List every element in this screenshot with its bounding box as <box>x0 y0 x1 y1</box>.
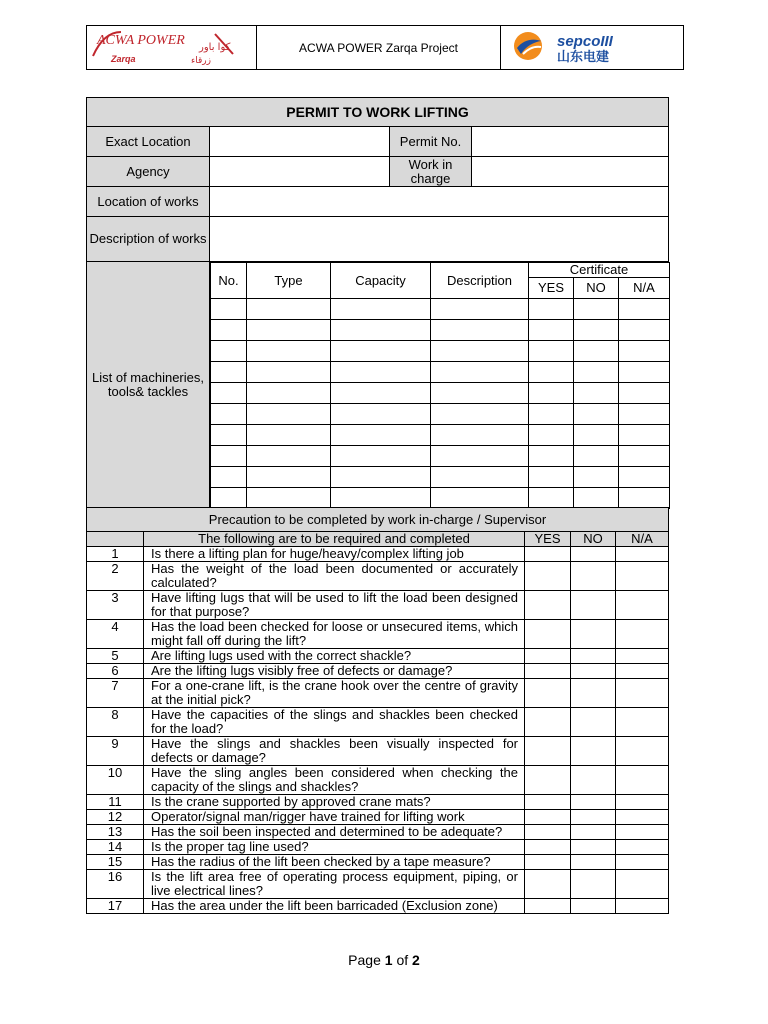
machinery-cell-no-opt[interactable] <box>574 425 619 446</box>
machinery-cell-yes[interactable] <box>529 488 574 509</box>
machinery-cell-no[interactable] <box>211 467 247 488</box>
machinery-cell-type[interactable] <box>247 446 331 467</box>
machinery-cell-capacity[interactable] <box>331 404 431 425</box>
precaution-check-no[interactable] <box>571 855 616 870</box>
machinery-cell-na[interactable] <box>619 341 670 362</box>
precaution-check-yes[interactable] <box>525 591 571 620</box>
precaution-check-na[interactable] <box>616 664 669 679</box>
precaution-number: 10 <box>87 766 144 795</box>
precaution-row <box>87 737 669 766</box>
acwa-sub-en: Zarqa <box>111 54 136 64</box>
permit-no-label: Permit No. <box>390 127 472 157</box>
machinery-cell-na[interactable] <box>619 425 670 446</box>
col-cert-na: N/A <box>619 278 670 299</box>
agency-label: Agency <box>87 157 210 187</box>
machinery-cell-yes[interactable] <box>529 467 574 488</box>
machinery-cell-no-opt[interactable] <box>574 299 619 320</box>
machinery-cell-type[interactable] <box>247 425 331 446</box>
precaution-question: Operator/signal man/rigger have trained for lifting work <box>144 810 525 825</box>
machinery-cell-yes[interactable] <box>529 299 574 320</box>
machinery-row <box>211 425 670 446</box>
precaution-row <box>87 620 669 649</box>
machinery-cell-capacity[interactable] <box>331 446 431 467</box>
machinery-cell-yes[interactable] <box>529 383 574 404</box>
precaution-no-header: NO <box>571 532 616 547</box>
page-total: 2 <box>412 952 420 968</box>
machinery-cell-description[interactable] <box>431 299 529 320</box>
precaution-number: 3 <box>87 591 144 620</box>
precaution-question: Have lifting lugs that will be used to lift the load been designed for that purpose? <box>144 591 525 620</box>
project-title: ACWA POWER Zarqa Project <box>257 26 501 70</box>
machinery-row <box>211 404 670 425</box>
precaution-check-na[interactable] <box>616 899 669 914</box>
machinery-cell-no-opt[interactable] <box>574 488 619 509</box>
machinery-cell-description[interactable] <box>431 320 529 341</box>
machinery-cell-no[interactable] <box>211 320 247 341</box>
machinery-cell-description[interactable] <box>431 341 529 362</box>
precaution-title: Precaution to be completed by work in-charge / Supervisor <box>87 508 669 532</box>
machinery-cell-yes[interactable] <box>529 362 574 383</box>
machinery-cell-yes[interactable] <box>529 320 574 341</box>
machinery-cell-no[interactable] <box>211 425 247 446</box>
machinery-table <box>210 262 670 509</box>
machinery-cell-description[interactable] <box>431 446 529 467</box>
precaution-number: 8 <box>87 708 144 737</box>
col-cert-no: NO <box>574 278 619 299</box>
machinery-cell-yes[interactable] <box>529 341 574 362</box>
precaution-check-no[interactable] <box>571 649 616 664</box>
precaution-check-na[interactable] <box>616 840 669 855</box>
precaution-question: Has the soil been inspected and determined to be adequate? <box>144 825 525 840</box>
precaution-check-na[interactable] <box>616 649 669 664</box>
machinery-cell-no[interactable] <box>211 341 247 362</box>
precaution-question: Have the capacities of the slings and shackles been checked for the load? <box>144 708 525 737</box>
precaution-question: Have the sling angles been considered when checking the capacity of the slings and shackles? <box>144 766 525 795</box>
col-certificate: Certificate <box>529 263 670 278</box>
precaution-row <box>87 766 669 795</box>
machinery-row <box>211 362 670 383</box>
precaution-row <box>87 649 669 664</box>
precaution-check-no[interactable] <box>571 708 616 737</box>
work-in-charge-field[interactable] <box>472 157 669 187</box>
description-of-works-field[interactable] <box>210 217 669 262</box>
precaution-check-no[interactable] <box>571 547 616 562</box>
precaution-check-no[interactable] <box>571 766 616 795</box>
precaution-number: 7 <box>87 679 144 708</box>
precaution-check-no[interactable] <box>571 810 616 825</box>
precaution-check-na[interactable] <box>616 737 669 766</box>
precaution-check-no[interactable] <box>571 620 616 649</box>
precaution-number: 13 <box>87 825 144 840</box>
precaution-check-no[interactable] <box>571 679 616 708</box>
precaution-number: 15 <box>87 855 144 870</box>
acwa-brand-text: ACWA POWER <box>97 33 185 48</box>
machinery-row <box>211 320 670 341</box>
agency-field[interactable] <box>210 157 390 187</box>
precaution-check-no[interactable] <box>571 899 616 914</box>
precaution-number: 11 <box>87 795 144 810</box>
precaution-check-na[interactable] <box>616 795 669 810</box>
precaution-row <box>87 708 669 737</box>
precaution-check-na[interactable] <box>616 679 669 708</box>
precaution-check-yes[interactable] <box>525 825 571 840</box>
precaution-subtitle: The following are to be required and completed <box>144 532 525 547</box>
machinery-cell-no[interactable] <box>211 488 247 509</box>
machinery-cell-no-opt[interactable] <box>574 341 619 362</box>
machinery-cell-description[interactable] <box>431 488 529 509</box>
precaution-check-yes[interactable] <box>525 737 571 766</box>
precaution-check-no[interactable] <box>571 825 616 840</box>
machinery-cell-type[interactable] <box>247 341 331 362</box>
machinery-cell-no-opt[interactable] <box>574 446 619 467</box>
machinery-cell-capacity[interactable] <box>331 467 431 488</box>
precaution-check-yes[interactable] <box>525 899 571 914</box>
precaution-num-header <box>87 532 144 547</box>
precaution-number: 4 <box>87 620 144 649</box>
machinery-cell-no[interactable] <box>211 446 247 467</box>
page-footer <box>0 952 768 968</box>
precaution-check-no[interactable] <box>571 795 616 810</box>
precaution-check-na[interactable] <box>616 620 669 649</box>
precaution-check-yes[interactable] <box>525 547 571 562</box>
machinery-cell-no-opt[interactable] <box>574 362 619 383</box>
machinery-cell-type[interactable] <box>247 320 331 341</box>
precaution-check-no[interactable] <box>571 664 616 679</box>
precaution-question: Is the proper tag line used? <box>144 840 525 855</box>
machinery-cell-description[interactable] <box>431 383 529 404</box>
machinery-cell-description[interactable] <box>431 467 529 488</box>
machinery-cell-yes[interactable] <box>529 446 574 467</box>
precaution-row <box>87 855 669 870</box>
precaution-question: Has the area under the lift been barricaded (Exclusion zone) <box>144 899 525 914</box>
machinery-cell-no[interactable] <box>211 362 247 383</box>
precaution-check-yes[interactable] <box>525 840 571 855</box>
precaution-check-na[interactable] <box>616 810 669 825</box>
precaution-check-no[interactable] <box>571 840 616 855</box>
machinery-cell-type[interactable] <box>247 467 331 488</box>
precaution-check-yes[interactable] <box>525 664 571 679</box>
precaution-check-na[interactable] <box>616 591 669 620</box>
machinery-cell-capacity[interactable] <box>331 425 431 446</box>
precaution-number: 9 <box>87 737 144 766</box>
machinery-cell-na[interactable] <box>619 446 670 467</box>
precaution-question: Is the crane supported by approved crane mats? <box>144 795 525 810</box>
precaution-number: 5 <box>87 649 144 664</box>
precaution-table <box>86 507 669 914</box>
machinery-cell-na[interactable] <box>619 362 670 383</box>
machinery-cell-na[interactable] <box>619 299 670 320</box>
machinery-cell-yes[interactable] <box>529 425 574 446</box>
col-capacity: Capacity <box>331 263 431 299</box>
precaution-check-no[interactable] <box>571 562 616 591</box>
precaution-question: Are lifting lugs used with the correct shackle? <box>144 649 525 664</box>
precaution-na-header: N/A <box>616 532 669 547</box>
exact-location-field[interactable] <box>210 127 390 157</box>
precaution-question: Have the slings and shackles been visually inspected for defects or damage? <box>144 737 525 766</box>
acwa-arabic-text: كوا باور <box>199 42 231 53</box>
work-in-charge-label: Work in charge <box>390 157 472 187</box>
col-no: No. <box>211 263 247 299</box>
precaution-check-na[interactable] <box>616 547 669 562</box>
precaution-row <box>87 870 669 899</box>
precaution-check-yes[interactable] <box>525 810 571 825</box>
machinery-row <box>211 341 670 362</box>
machinery-row <box>211 446 670 467</box>
precaution-number: 16 <box>87 870 144 899</box>
precaution-number: 1 <box>87 547 144 562</box>
machinery-cell-description[interactable] <box>431 404 529 425</box>
machinery-row <box>211 299 670 320</box>
machinery-cell-capacity[interactable] <box>331 320 431 341</box>
machinery-cell-na[interactable] <box>619 488 670 509</box>
document-header <box>86 25 684 70</box>
location-of-works-field[interactable] <box>210 187 669 217</box>
page-number: 1 <box>384 952 393 968</box>
col-type: Type <box>247 263 331 299</box>
machinery-cell-type[interactable] <box>247 362 331 383</box>
precaution-row <box>87 795 669 810</box>
precaution-question: Are the lifting lugs visibly free of defects or damage? <box>144 664 525 679</box>
precaution-number: 12 <box>87 810 144 825</box>
precaution-question: Is there a lifting plan for huge/heavy/complex lifting job <box>144 547 525 562</box>
machinery-cell-capacity[interactable] <box>331 383 431 404</box>
precaution-check-no[interactable] <box>571 737 616 766</box>
precaution-check-yes[interactable] <box>525 795 571 810</box>
machinery-cell-capacity[interactable] <box>331 362 431 383</box>
machinery-cell-description[interactable] <box>431 362 529 383</box>
acwa-power-logo <box>87 26 255 66</box>
precaution-check-no[interactable] <box>571 591 616 620</box>
machinery-cell-na[interactable] <box>619 404 670 425</box>
precaution-question: Has the load been checked for loose or unsecured items, which might fall off during the lift? <box>144 620 525 649</box>
machinery-cell-capacity[interactable] <box>331 299 431 320</box>
precaution-check-yes[interactable] <box>525 562 571 591</box>
precaution-yes-header: YES <box>525 532 571 547</box>
machinery-cell-capacity[interactable] <box>331 488 431 509</box>
machinery-cell-no-opt[interactable] <box>574 467 619 488</box>
sepco-logo <box>501 26 682 66</box>
precaution-check-yes[interactable] <box>525 870 571 899</box>
col-cert-yes: YES <box>529 278 574 299</box>
precaution-row <box>87 547 669 562</box>
precaution-row <box>87 899 669 914</box>
machinery-cell-type[interactable] <box>247 383 331 404</box>
precaution-row <box>87 664 669 679</box>
precaution-number: 14 <box>87 840 144 855</box>
precaution-row <box>87 840 669 855</box>
machinery-cell-no[interactable] <box>211 404 247 425</box>
machinery-row <box>211 383 670 404</box>
machinery-cell-na[interactable] <box>619 467 670 488</box>
precaution-check-na[interactable] <box>616 855 669 870</box>
machinery-cell-yes[interactable] <box>529 404 574 425</box>
machinery-cell-description[interactable] <box>431 425 529 446</box>
precaution-number: 6 <box>87 664 144 679</box>
sepco-logo-cell <box>501 26 684 70</box>
description-of-works-label: Description of works <box>87 217 210 262</box>
sepco-brand-text: sepcoIII <box>557 33 613 50</box>
machinery-cell-na[interactable] <box>619 320 670 341</box>
precaution-check-yes[interactable] <box>525 679 571 708</box>
precaution-row <box>87 825 669 840</box>
machinery-cell-no[interactable] <box>211 383 247 404</box>
precaution-check-na[interactable] <box>616 766 669 795</box>
precaution-check-na[interactable] <box>616 825 669 840</box>
precaution-question: Has the weight of the load been documented or accurately calculated? <box>144 562 525 591</box>
precaution-question: Is the lift area free of operating process equipment, piping, or live electrical lines? <box>144 870 525 899</box>
precaution-check-yes[interactable] <box>525 766 571 795</box>
precaution-number: 17 <box>87 899 144 914</box>
machinery-cell-type[interactable] <box>247 488 331 509</box>
page-word: Page <box>348 952 381 968</box>
precaution-number: 2 <box>87 562 144 591</box>
precaution-check-yes[interactable] <box>525 708 571 737</box>
machinery-cell-type[interactable] <box>247 404 331 425</box>
permit-no-field[interactable] <box>472 127 669 157</box>
precaution-row <box>87 810 669 825</box>
precaution-check-na[interactable] <box>616 708 669 737</box>
precaution-check-no[interactable] <box>571 870 616 899</box>
location-of-works-label: Location of works <box>87 187 210 217</box>
permit-title: PERMIT TO WORK LIFTING <box>87 98 669 127</box>
of-word: of <box>396 952 409 968</box>
machinery-cell-type[interactable] <box>247 299 331 320</box>
machinery-cell-no-opt[interactable] <box>574 320 619 341</box>
machinery-list-label: List of machineries, tools& tackles <box>87 262 210 510</box>
precaution-check-na[interactable] <box>616 562 669 591</box>
precaution-check-na[interactable] <box>616 870 669 899</box>
machinery-row <box>211 488 670 509</box>
precaution-row <box>87 591 669 620</box>
machinery-row <box>211 467 670 488</box>
precaution-question: For a one-crane lift, is the crane hook over the centre of gravity at the initial pick? <box>144 679 525 708</box>
precaution-row <box>87 679 669 708</box>
exact-location-label: Exact Location <box>87 127 210 157</box>
sepco-chinese-text: 山东电建 <box>557 50 610 65</box>
machinery-cell-capacity[interactable] <box>331 341 431 362</box>
machinery-cell-no-opt[interactable] <box>574 383 619 404</box>
precaution-question: Has the radius of the lift been checked by a tape measure? <box>144 855 525 870</box>
precaution-row <box>87 562 669 591</box>
precaution-check-yes[interactable] <box>525 855 571 870</box>
machinery-cell-no[interactable] <box>211 299 247 320</box>
acwa-logo-cell <box>87 26 257 70</box>
precaution-check-yes[interactable] <box>525 620 571 649</box>
acwa-sub-ar: زرقاء <box>191 56 211 66</box>
permit-table <box>86 97 669 510</box>
machinery-cell-no-opt[interactable] <box>574 404 619 425</box>
precaution-check-yes[interactable] <box>525 649 571 664</box>
machinery-cell-na[interactable] <box>619 383 670 404</box>
col-description: Description <box>431 263 529 299</box>
